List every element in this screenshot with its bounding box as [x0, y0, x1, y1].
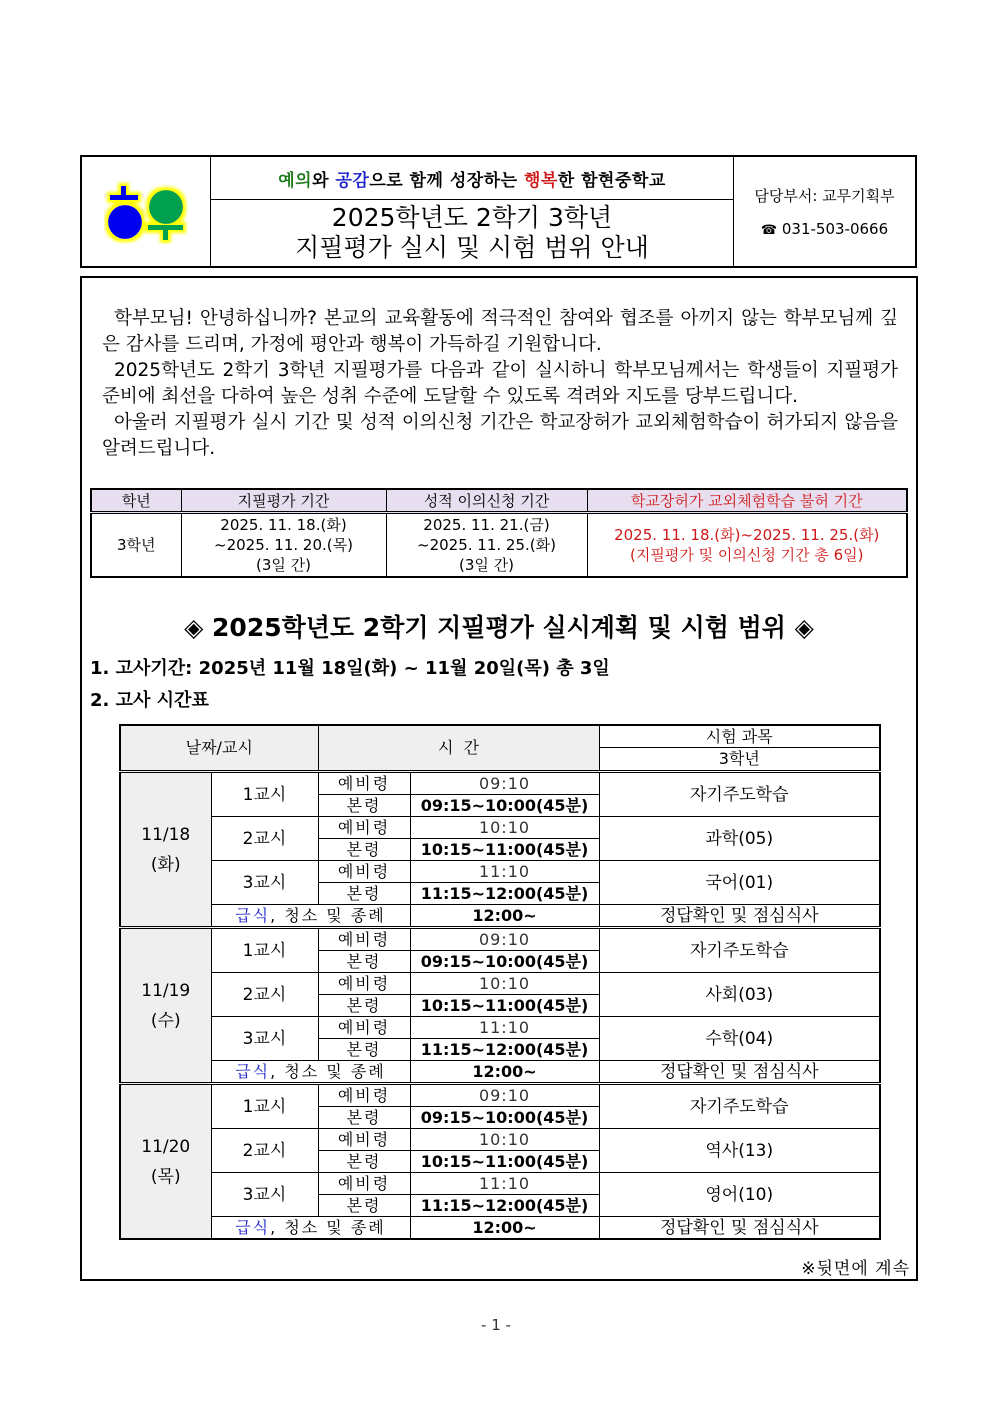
lunch-time: 12:00~	[410, 1217, 599, 1240]
appeal-duration: (3일 간)	[459, 556, 514, 574]
pre-bell-time: 10:10	[410, 973, 599, 995]
subject-cell: 자기주도학습	[599, 1084, 880, 1129]
header-exam-period: 지필평가 기간	[181, 489, 386, 513]
document-header	[80, 155, 917, 268]
document-title	[211, 200, 733, 266]
intro-text	[102, 306, 898, 462]
pre-bell-time: 09:10	[410, 1084, 599, 1107]
lunch-label	[211, 1217, 410, 1240]
pre-bell-label: 예비령	[318, 861, 410, 883]
main-bell-label: 본령	[318, 839, 410, 861]
appeal-start: 2025. 11. 21.(금)	[423, 516, 550, 534]
main-bell-time: 11:15~12:00(45분)	[410, 1039, 599, 1061]
timetable-row	[120, 928, 880, 951]
main-bell-label: 본령	[318, 1039, 410, 1061]
lunch-label-rest: , 청소 및 종례	[270, 1217, 386, 1237]
pre-bell-time: 11:10	[410, 1173, 599, 1195]
main-bell-label: 본령	[318, 951, 410, 973]
weekday-label: (수)	[150, 1010, 181, 1031]
logo-cell	[82, 157, 211, 266]
continue-note: ※뒷면에 계속	[801, 1259, 910, 1279]
motto-part: 한 함현중학교	[557, 170, 666, 191]
header-subject: 시험 과목	[599, 725, 880, 748]
exam-timetable	[119, 724, 881, 1240]
pre-bell-time: 11:10	[410, 1017, 599, 1039]
lunch-row	[120, 905, 880, 928]
main-bell-label: 본령	[318, 1107, 410, 1129]
grade-cell: 3학년	[91, 513, 181, 578]
title-line-1: 2025학년도 2학기 3학년	[331, 203, 613, 232]
pre-bell-time: 11:10	[410, 861, 599, 883]
date-cell	[120, 928, 211, 1084]
no-trip-period-cell	[587, 513, 907, 578]
main-bell-time: 10:15~11:00(45분)	[410, 995, 599, 1017]
main-bell-label: 본령	[318, 1151, 410, 1173]
date-label: 11/19	[141, 980, 191, 1001]
intro-paragraph-3: 아울러 지필평가 실시 기간 및 성적 이의신청 기간은 학교장허가 교외체험학습이 허가되지 않음을 알려드립니다.	[102, 412, 898, 459]
main-bell-time: 09:15~10:00(45분)	[410, 1107, 599, 1129]
motto-part: 으로 함께 성장하는	[369, 170, 524, 191]
lunch-activity: 정답확인 및 점심식사	[599, 1061, 880, 1084]
pre-bell-time: 10:10	[410, 817, 599, 839]
main-bell-label: 본령	[318, 995, 410, 1017]
period-cell: 1교시	[211, 928, 318, 973]
lunch-time: 12:00~	[410, 1061, 599, 1084]
pre-bell-time: 09:10	[410, 772, 599, 795]
title-cell	[211, 157, 734, 266]
appeal-end: ~2025. 11. 25.(화)	[417, 536, 556, 554]
weekday-label: (화)	[150, 854, 181, 875]
header-time: 시 간	[318, 725, 599, 772]
main-bell-label: 본령	[318, 795, 410, 817]
info-header-row	[91, 489, 907, 513]
period-cell: 3교시	[211, 861, 318, 905]
lunch-label	[211, 905, 410, 928]
school-logo-icon	[104, 180, 188, 244]
period-cell: 1교시	[211, 1084, 318, 1129]
timetable-row	[120, 1017, 880, 1039]
intro-paragraph-2: 2025학년도 2학기 3학년 지필평가를 다음과 같이 실시하니 학부모님께서는 학생들이 지필평가 준비에 최선을 다하여 높은 성취 수준에 도달할 수 있도록 격려와 지도를 당부드립니다.	[102, 360, 898, 407]
period-cell: 3교시	[211, 1017, 318, 1061]
header-grade-3: 3학년	[599, 748, 880, 772]
period-cell: 1교시	[211, 772, 318, 817]
no-trip-note: (지필평가 및 이의신청 기간 총 6일)	[630, 546, 864, 564]
weekday-label: (목)	[150, 1166, 181, 1187]
pre-bell-time: 10:10	[410, 1129, 599, 1151]
subject-cell: 영어(10)	[599, 1173, 880, 1217]
page-number: - 1 -	[481, 1316, 511, 1334]
pre-bell-label: 예비령	[318, 973, 410, 995]
lunch-time: 12:00~	[410, 905, 599, 928]
lunch-label-rest: , 청소 및 종례	[270, 905, 386, 925]
phone-line	[761, 220, 888, 238]
timetable-row	[120, 861, 880, 883]
period-cell: 2교시	[211, 973, 318, 1017]
phone-number: 031-503-0666	[781, 220, 889, 238]
telephone-icon: ☎	[760, 223, 778, 238]
main-bell-label: 본령	[318, 1195, 410, 1217]
info-data-row	[91, 513, 907, 578]
exam-period-line: 1. 고사기간: 2025년 11월 18일(화) ~ 11월 20일(목) 총 3일	[90, 658, 610, 679]
header-no-trip-period: 학교장허가 교외체험학습 불허 기간	[587, 489, 907, 513]
exam-start: 2025. 11. 18.(화)	[220, 516, 347, 534]
intro-paragraph-1: 학부모님! 안녕하십니까? 본교의 교육활동에 적극적인 참여와 협조를 아끼지 않는 학부모님께 깊은 감사를 드리며, 가정에 평안과 행복이 가득하길 기원합니다.	[102, 308, 898, 355]
contact-cell	[734, 157, 915, 266]
timetable-row	[120, 1173, 880, 1195]
period-cell: 3교시	[211, 1173, 318, 1217]
main-bell-time: 10:15~11:00(45분)	[410, 839, 599, 861]
main-bell-time: 11:15~12:00(45분)	[410, 883, 599, 905]
lunch-label-highlight: 급식	[235, 1061, 271, 1081]
period-info-table	[90, 488, 908, 578]
timetable-row	[120, 817, 880, 839]
main-bell-time: 09:15~10:00(45분)	[410, 951, 599, 973]
subject-cell: 국어(01)	[599, 861, 880, 905]
motto-part: 공감	[335, 170, 370, 191]
period-cell: 2교시	[211, 817, 318, 861]
plan-title: ◈ 2025학년도 2학기 지필평가 실시계획 및 시험 범위 ◈	[184, 613, 814, 642]
motto-part: 예의	[278, 170, 313, 191]
subject-cell: 사회(03)	[599, 973, 880, 1017]
timetable-row	[120, 772, 880, 795]
school-motto	[211, 157, 733, 200]
motto-part: 와	[312, 170, 336, 191]
lunch-label-highlight: 급식	[235, 1217, 271, 1237]
exam-end: ~2025. 11. 20.(목)	[214, 536, 353, 554]
timetable-heading: 2. 고사 시간표	[90, 690, 209, 711]
motto-part: 행복	[523, 170, 558, 191]
date-label: 11/20	[141, 1136, 191, 1157]
period-cell: 2교시	[211, 1129, 318, 1173]
pre-bell-time: 09:10	[410, 928, 599, 951]
header-date-period: 날짜/교시	[120, 725, 318, 772]
exam-period-cell	[181, 513, 386, 578]
timetable-row	[120, 973, 880, 995]
pre-bell-label: 예비령	[318, 817, 410, 839]
department-label: 담당부서: 교무기획부	[754, 187, 895, 205]
main-bell-time: 11:15~12:00(45분)	[410, 1195, 599, 1217]
date-cell	[120, 772, 211, 928]
no-trip-range: 2025. 11. 18.(화)~2025. 11. 25.(화)	[614, 526, 880, 544]
header-grade: 학년	[91, 489, 181, 513]
pre-bell-label: 예비령	[318, 1173, 410, 1195]
pre-bell-label: 예비령	[318, 1017, 410, 1039]
main-bell-time: 10:15~11:00(45분)	[410, 1151, 599, 1173]
lunch-label-rest: , 청소 및 종례	[270, 1061, 386, 1081]
pre-bell-label: 예비령	[318, 772, 410, 795]
subject-cell: 자기주도학습	[599, 772, 880, 817]
timetable-row	[120, 1084, 880, 1107]
appeal-period-cell	[386, 513, 587, 578]
main-bell-time: 09:15~10:00(45분)	[410, 795, 599, 817]
subject-cell: 수학(04)	[599, 1017, 880, 1061]
pre-bell-label: 예비령	[318, 928, 410, 951]
lunch-activity: 정답확인 및 점심식사	[599, 1217, 880, 1240]
lunch-label-highlight: 급식	[235, 905, 271, 925]
pre-bell-label: 예비령	[318, 1084, 410, 1107]
lunch-row	[120, 1061, 880, 1084]
date-cell	[120, 1084, 211, 1240]
header-appeal-period: 성적 이의신청 기간	[386, 489, 587, 513]
subject-cell: 역사(13)	[599, 1129, 880, 1173]
date-label: 11/18	[141, 824, 191, 845]
pre-bell-label: 예비령	[318, 1129, 410, 1151]
main-bell-label: 본령	[318, 883, 410, 905]
document-body	[80, 276, 918, 1281]
lunch-row	[120, 1217, 880, 1240]
subject-cell: 과학(05)	[599, 817, 880, 861]
lunch-activity: 정답확인 및 점심식사	[599, 905, 880, 928]
timetable-row	[120, 1129, 880, 1151]
title-line-2: 지필평가 실시 및 시험 범위 안내	[295, 233, 649, 262]
subject-cell: 자기주도학습	[599, 928, 880, 973]
exam-duration: (3일 간)	[256, 556, 311, 574]
lunch-label	[211, 1061, 410, 1084]
timetable-header-row-1	[120, 725, 880, 748]
